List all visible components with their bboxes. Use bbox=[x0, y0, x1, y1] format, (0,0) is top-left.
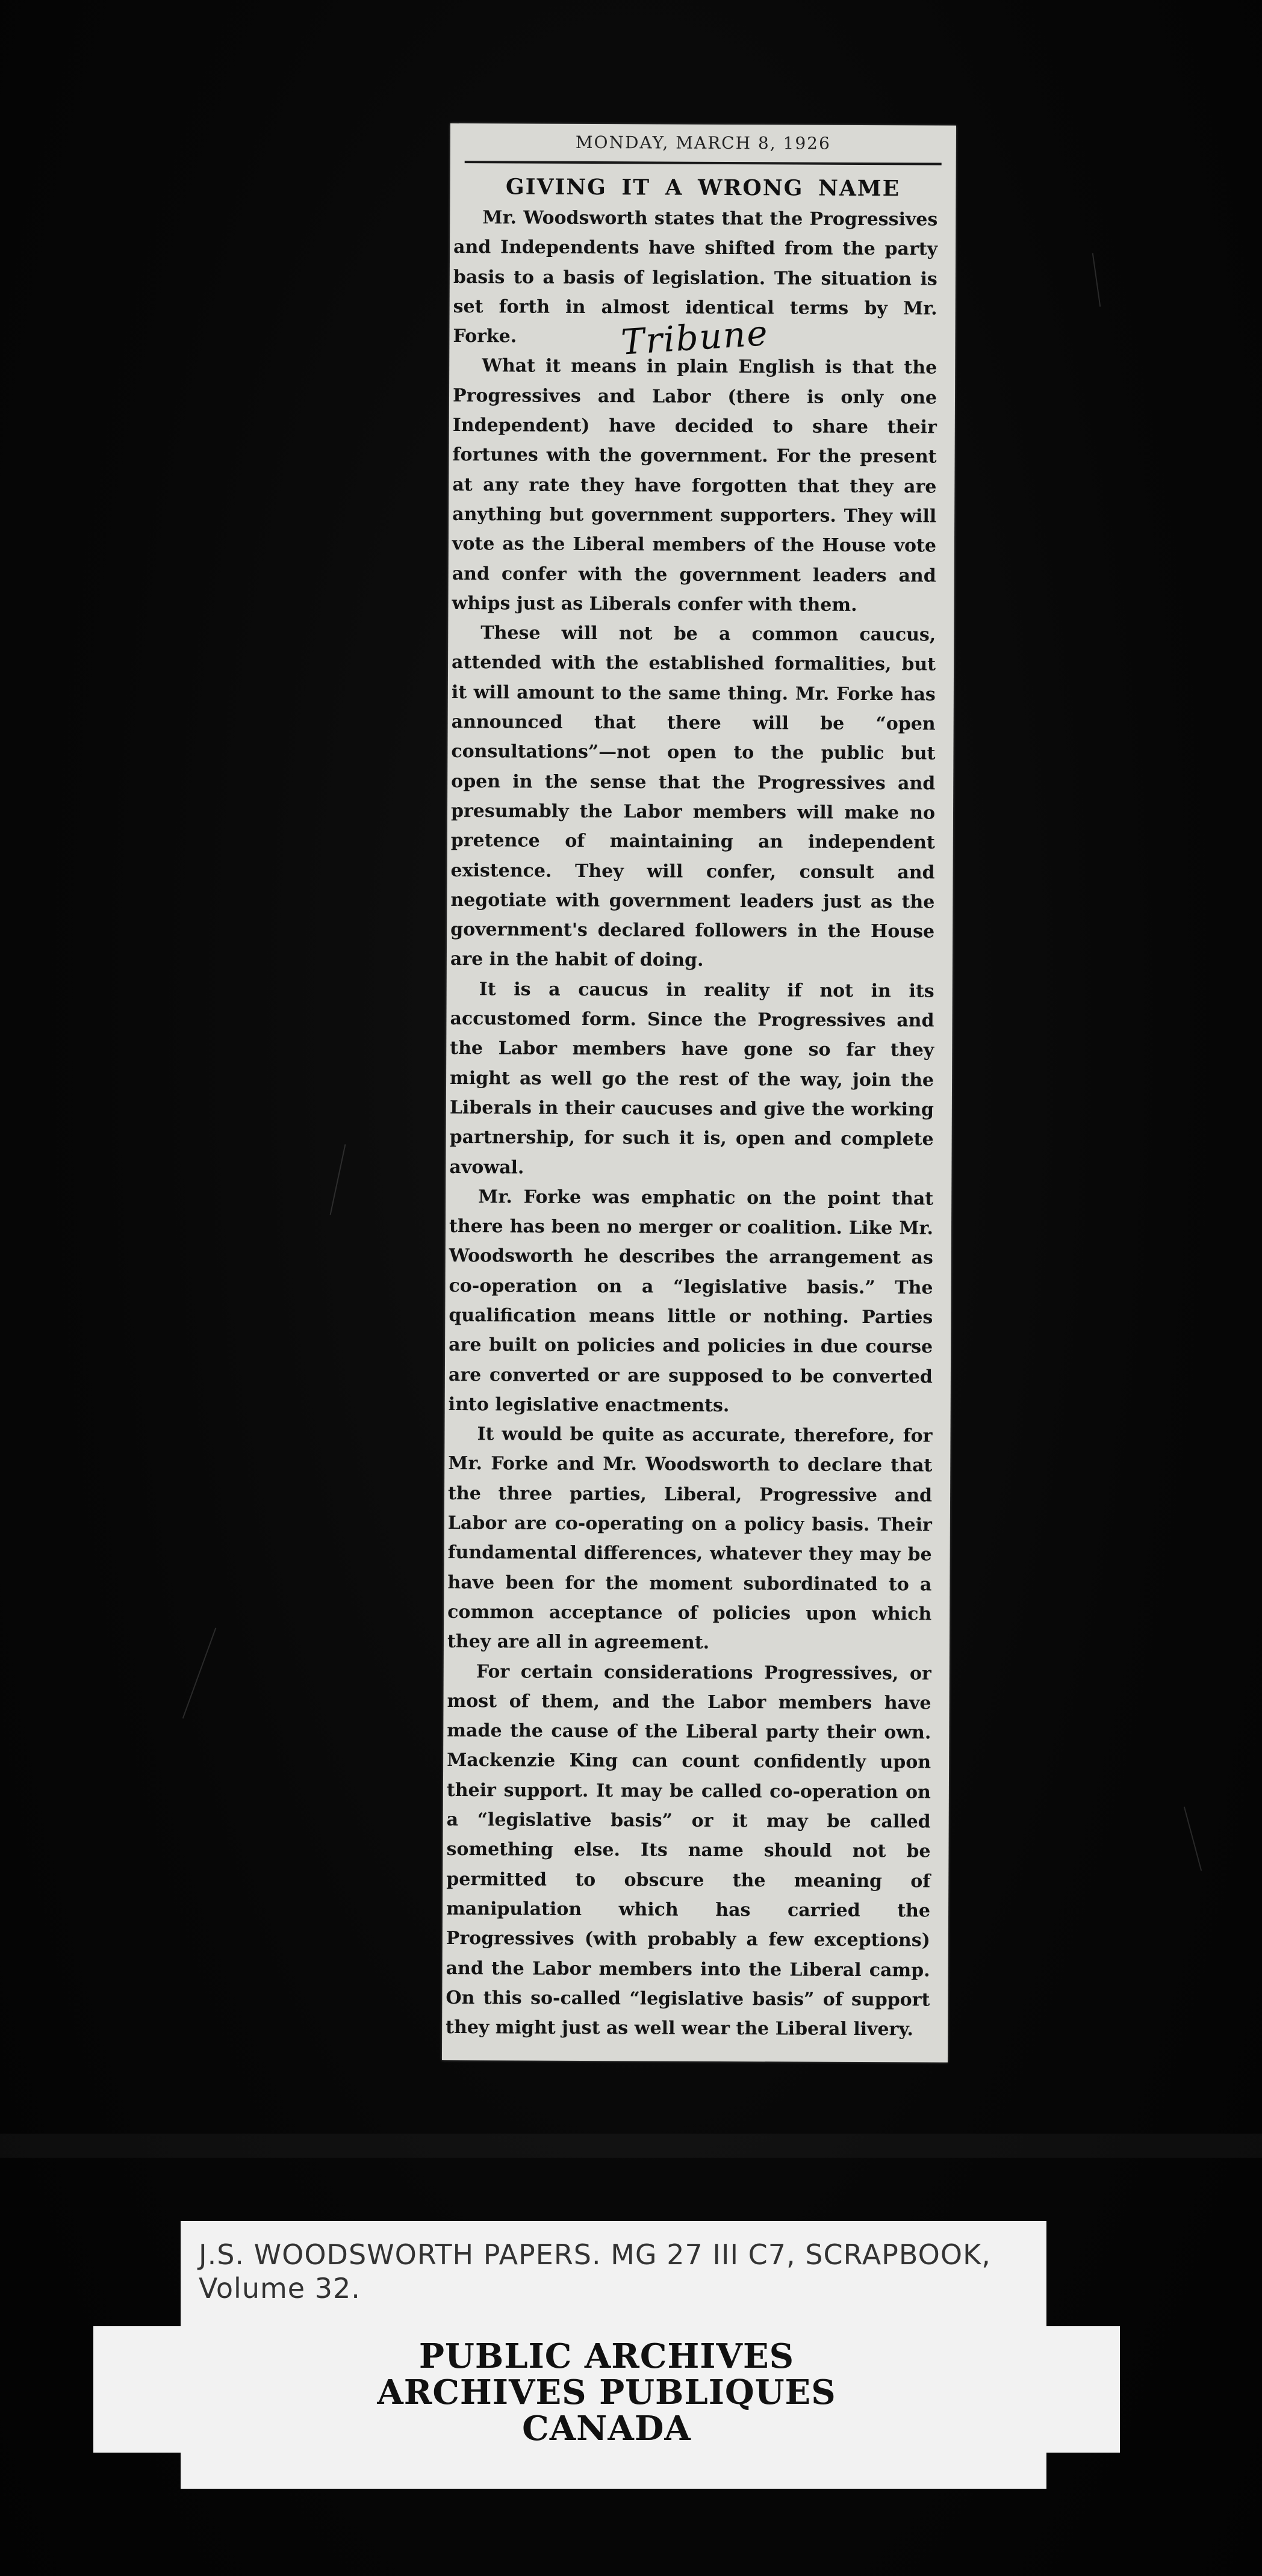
article-paragraph: Mr. Forke was emphatic on the point that there has been no merger or coalition. Like Mr. Woodsworth he describes the arrangement as co-operation on a “legislative basis.” The qualification means little or nothing. Parties are built on policies and policies in due course are converted or are supposed to be converted into legislative enactments. bbox=[448, 1186, 934, 1416]
article-body bbox=[442, 203, 956, 2045]
article-paragraph: Mr. Woodsworth states that the Progressives and Independents have shifted from the party basis to a basis of legislation. The situation is set forth in almost identical terms by Mr. Forke. bbox=[453, 207, 938, 347]
archives-line-french: ARCHIVES PUBLIQUES bbox=[377, 2373, 836, 2412]
label-strip bbox=[181, 2453, 1046, 2489]
archives-line-country: CANADA bbox=[522, 2409, 691, 2448]
article-paragraph: It would be quite as accurate, therefore, for Mr. Forke and Mr. Woodsworth to declare that the three parties, Liberal, Progressive and Labor are co-operating on a policy basis. Their fundamental differences, whatever they may be have been for the moment subordinated to a common acceptance of policies upon which they are all in agreement. bbox=[447, 1423, 933, 1654]
collection-text bbox=[199, 2238, 991, 2305]
handwritten-note: Tribune bbox=[620, 312, 770, 363]
archives-line-english: PUBLIC ARCHIVES bbox=[418, 2336, 795, 2376]
film-scratch bbox=[330, 1144, 346, 1215]
film-scratch bbox=[1184, 1807, 1202, 1871]
film-scratch bbox=[1092, 253, 1101, 306]
film-band bbox=[0, 2134, 1262, 2158]
collection-line: Volume 32. bbox=[199, 2272, 361, 2305]
article-paragraph: These will not be a common caucus, attended with the established formalities, but it will amount to the same thing. Mr. Forke has announced that there will be “open consultations”—not open to the public but open in the sense that the Progressives and presumably the Labor members will make no pretence of maintaining an independent existence. They will confer, consult and negotiate with government leaders just as the government's declared followers in the House are in the habit of doing. bbox=[450, 622, 936, 971]
article-paragraph: For certain considerations Progressives, or most of them, and the Labor members have made the cause of the Liberal party their own. Mackenzie King can count confidently upon their support. It may be called co-operation on a “legislative basis” or it may be called something else. Its name should not be permitted to obscure the meaning of manipulation which has carried the Progressives (with probably a few exceptions) and the Labor members into the Liberal camp. On this so-called “legislative basis” of support they might just as well wear the Liberal livery. bbox=[446, 1661, 931, 2040]
newspaper-clipping bbox=[442, 123, 956, 2063]
dateline: MONDAY, MARCH 8, 1926 bbox=[465, 123, 942, 165]
article-paragraph: It is a caucus in reality if not in its accustomed form. Since the Progressives and the Labor members have gone so far they might as well go the rest of the way, join the Liberals in their caucuses and give the working partnership, for such it is, open and complete avowal. bbox=[449, 978, 934, 1178]
collection-line: J.S. WOODSWORTH PAPERS. MG 27 III C7, SCRAPBOOK, bbox=[199, 2238, 991, 2271]
article-paragraph: What it means in plain English is that the Progressives and Labor (there is only one Independent) have decided to share their fortunes with the government. For the present at any rate they have forgotten that they are anything but government supporters. They will vote as the Liberal members of the House vote and confer with the government leaders and whips just as Liberals confer with them. bbox=[452, 355, 937, 616]
film-scratch bbox=[182, 1627, 217, 1718]
archives-stamp bbox=[93, 2326, 1120, 2453]
headline: GIVING IT A WRONG NAME bbox=[505, 174, 901, 202]
